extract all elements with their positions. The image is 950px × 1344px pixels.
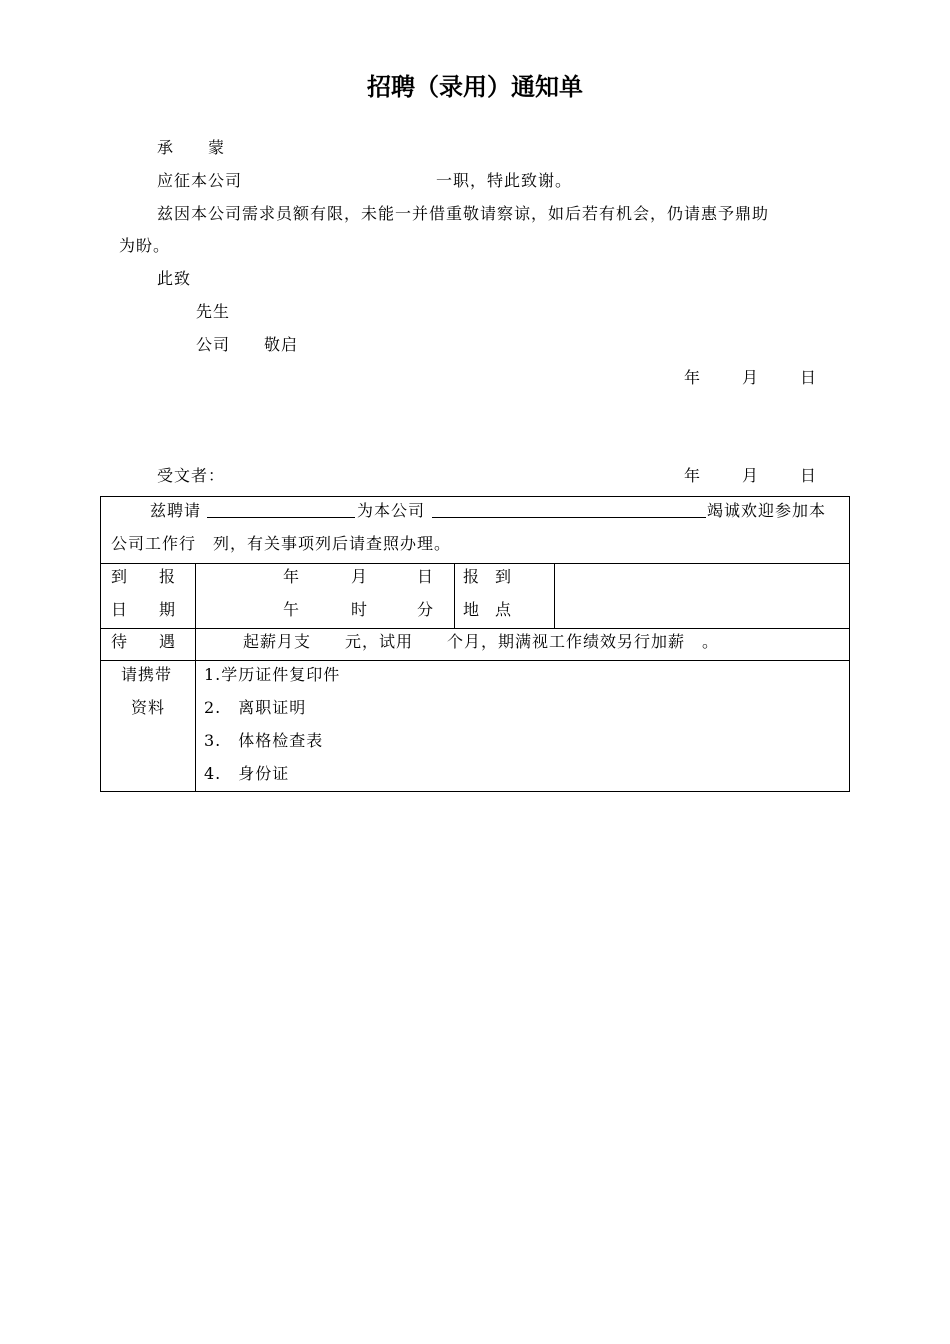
position-blank[interactable] <box>432 501 706 518</box>
report-date-label-line-2: 日 期 <box>111 600 176 619</box>
materials-item: 3. 体格检查表 <box>204 731 324 750</box>
table-divider <box>101 660 849 661</box>
notice-line-2: 公司工作行 列，有关事项列后请查照办理。 <box>111 534 452 553</box>
hiree-name-blank[interactable] <box>207 501 355 518</box>
materials-item: 1.学历证件复印件 <box>204 665 341 684</box>
regret-paragraph-line-1: 兹因本公司需求员额有限，未能一并借重敬请察谅，如后若有机会，仍请惠予鼎助 <box>157 204 770 223</box>
date-2-month: 月 <box>742 466 759 485</box>
for-company-label: 为本公司 <box>357 501 426 520</box>
hire-label: 兹聘请 <box>150 501 202 520</box>
recipient-label: 受文者： <box>157 466 226 485</box>
materials-item: 2. 离职证明 <box>204 698 307 717</box>
materials-item: 4. 身份证 <box>204 764 290 783</box>
date-1-day: 日 <box>800 368 817 387</box>
offer-table <box>100 496 850 792</box>
date-1-year: 年 <box>684 368 701 387</box>
materials-label-line-1: 请携带 <box>121 665 173 684</box>
report-date-year: 年 <box>283 567 300 586</box>
report-time-noon: 午 <box>283 600 300 619</box>
date-1-month: 月 <box>742 368 759 387</box>
apply-line-suffix: 一职，特此致谢。 <box>436 171 573 190</box>
materials-label-line-2: 资料 <box>131 698 166 717</box>
regret-paragraph-line-2: 为盼。 <box>119 236 171 255</box>
report-date-month: 月 <box>351 567 368 586</box>
report-time-minute: 分 <box>417 600 434 619</box>
page-title: 招聘（录用）通知单 <box>367 73 583 101</box>
addressee: 先生 <box>196 302 231 321</box>
table-divider <box>101 563 849 564</box>
table-divider <box>454 563 455 628</box>
table-divider <box>195 563 196 791</box>
report-date-day: 日 <box>417 567 434 586</box>
report-time-hour: 时 <box>351 600 368 619</box>
apply-line-prefix: 应征本公司 <box>157 171 243 190</box>
report-place-label-line-2: 地 点 <box>463 600 512 619</box>
report-date-label-line-1: 到 报 <box>111 567 176 586</box>
company-signature: 公司 敬启 <box>196 335 299 354</box>
treatment-text: 起薪月支 元，试用 个月，期满视工作绩效另行加薪 。 <box>243 632 720 651</box>
table-divider <box>554 563 555 628</box>
salutation: 承 蒙 <box>157 138 226 157</box>
report-place-label-line-1: 报 到 <box>463 567 512 586</box>
treatment-label: 待 遇 <box>111 632 176 651</box>
welcome-text: 竭诚欢迎参加本 <box>707 501 827 520</box>
date-2-year: 年 <box>684 466 701 485</box>
date-2-day: 日 <box>800 466 817 485</box>
closing: 此致 <box>157 269 192 288</box>
table-divider <box>101 628 849 629</box>
